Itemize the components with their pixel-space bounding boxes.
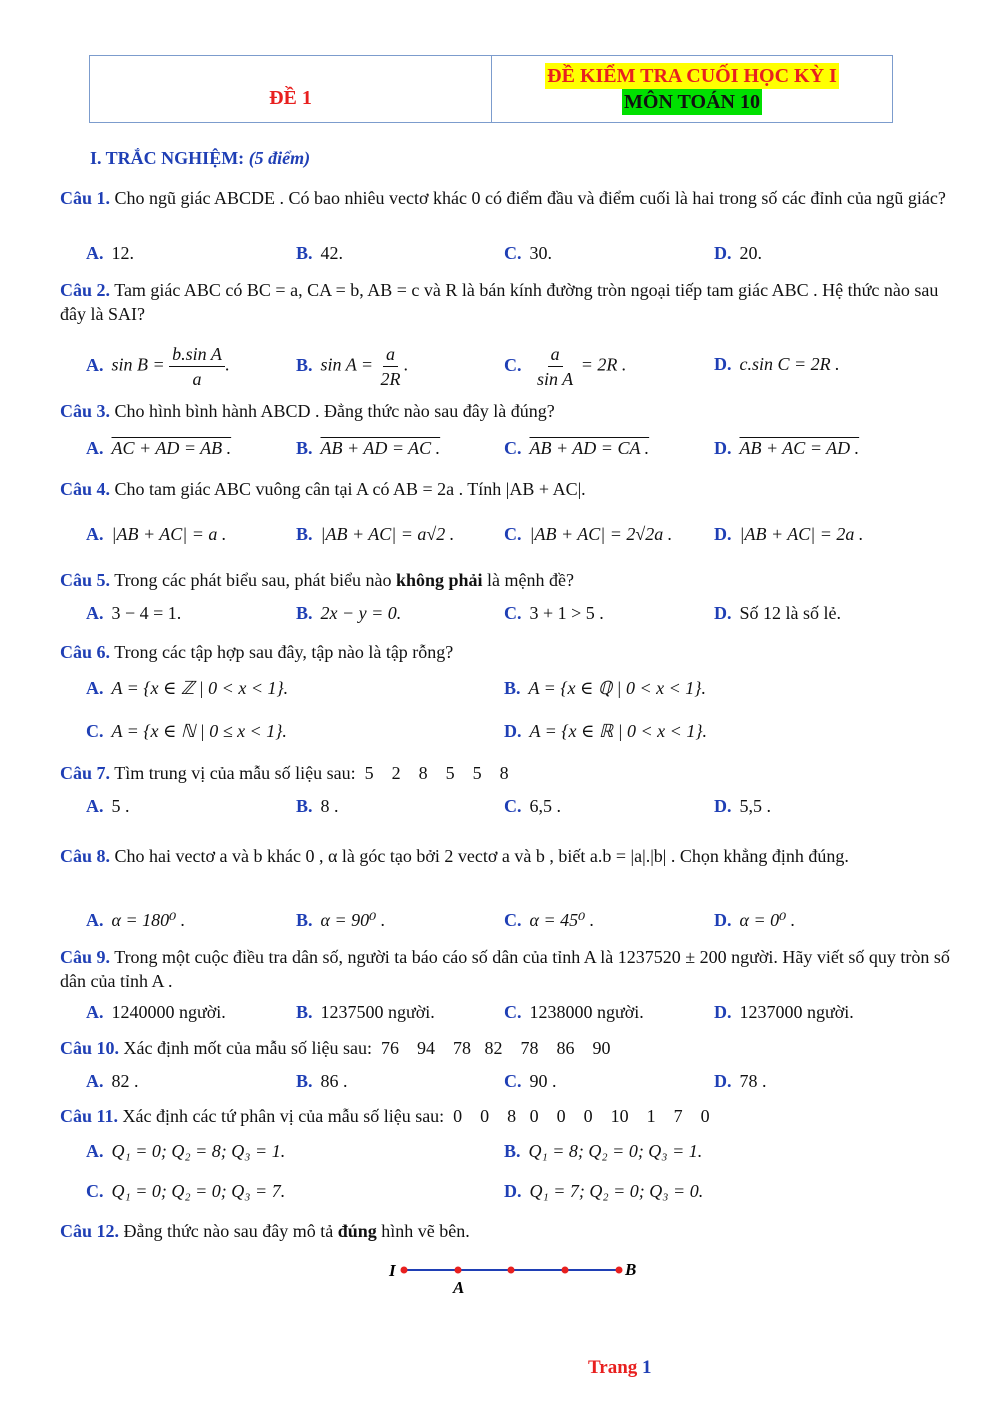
page-number: 1 [642, 1357, 652, 1378]
answers-6-ab [86, 678, 952, 704]
question-1: Câu 1. Cho ngũ giác ABCDE . Có bao nhiêu vectơ khác 0 có điểm đầu và điểm cuối là hai trong số các đỉnh của ngũ giác? [60, 188, 946, 208]
answer-option: D. |AB + AC| = 2a . [714, 524, 864, 544]
answers-7 [86, 796, 952, 822]
question-5: Câu 5. Trong các phát biểu sau, phát biểu nào không phải là mệnh đề? [60, 570, 575, 590]
answer-option: B. |AB + AC| = a√2 . [296, 524, 455, 544]
exam-title [492, 56, 892, 122]
answer-option: B. Q₁ = 8; Q₂ = 0; Q₃ = 1. [504, 1141, 703, 1161]
exam-title-line1: ĐỀ KIỂM TRA CUỐI HỌC KỲ I [547, 65, 837, 87]
question-7: Câu 7. Tìm trung vị của mẫu số liệu sau: 5 2 8 5 5 8 [60, 763, 509, 783]
answer-option: A. 82 . [86, 1071, 139, 1091]
answers-11-cd [86, 1181, 952, 1207]
question-12: Câu 12. Đẳng thức nào sau đây mô tả đúng hình vẽ bên. [60, 1221, 470, 1241]
exam-code: ĐỀ 1 [90, 56, 492, 122]
answer-option: B. 2x − y = 0. [296, 603, 402, 623]
question-text: Cho hình bình hành ABCD . Đẳng thức nào sau đây là đúng? [114, 401, 555, 421]
answer-option: B. α = 90⁰ . [296, 910, 386, 930]
point-4 [562, 1267, 569, 1274]
point-i [401, 1267, 408, 1274]
question-text: Xác định các tứ phân vị của mẫu số liệu sau: 0 0 8 0 0 0 10 1 7 0 [122, 1106, 710, 1126]
answer-option: A. 5 . [86, 796, 130, 816]
label-i: I [389, 1261, 396, 1280]
answer-option: D. 20. [714, 243, 762, 263]
question-9: Câu 9. Trong một cuộc điều tra dân số, người ta báo cáo số dân của tỉnh A là 1237520 ± 200 người. Hãy viết số quy tròn số dân của tỉnh A . [60, 947, 950, 991]
answer-option: B. 8 . [296, 796, 339, 816]
answer-option: B. sin A = $\frac{a}{2R}$ . [296, 344, 409, 389]
answer-option: D. AB + AC = AD . [714, 438, 860, 458]
question-10: Câu 10. Xác định mốt của mẫu số liệu sau: 76 94 78 82 78 86 90 [60, 1038, 611, 1058]
page-footer: Trang 1 [588, 1357, 652, 1378]
label-b: B [625, 1260, 637, 1279]
answer-option: B. 1237500 người. [296, 1002, 435, 1022]
answer-option: C. 6,5 . [504, 796, 561, 816]
section-title: I. TRẮC NGHIỆM: (5 điểm) [90, 148, 311, 168]
answer-option: C. 1238000 người. [504, 1002, 644, 1022]
question-2: Câu 2. Tam giác ABC có BC = a, CA = b, AB = c và R là bán kính đường tròn ngoại tiếp tam giác ABC . Hệ thức nào sau đây là SAI? [60, 280, 939, 324]
answer-option: A. 3 − 4 = 1. [86, 603, 182, 623]
answer-option: D. A = {x ∈ ℝ | 0 < x < 1}. [504, 721, 708, 741]
point-b [616, 1267, 623, 1274]
answer-option: D. α = 0⁰ . [714, 910, 796, 930]
answers-9 [86, 1002, 952, 1028]
answers-4 [86, 524, 952, 550]
answer-option: D. 5,5 . [714, 796, 771, 816]
question-6: Câu 6. Trong các tập hợp sau đây, tập nào là tập rỗng? [60, 642, 454, 662]
answer-option: A. 1240000 người. [86, 1002, 226, 1022]
answer-option: C. AB + AD = CA . [504, 438, 650, 458]
answers-5 [86, 603, 952, 629]
question-text: Trong các tập hợp sau đây, tập nào là tập rỗng? [114, 642, 454, 662]
header-table [89, 55, 893, 123]
question-text: Cho tam giác ABC vuông cân tại A có AB = 2a . Tính |AB + AC|. [114, 479, 586, 499]
answer-option: B. A = {x ∈ ℚ | 0 < x < 1}. [504, 678, 706, 698]
answer-option: C. 30. [504, 243, 552, 263]
question-text: Tam giác ABC có BC = a, CA = b, AB = c và R là bán kính đường tròn ngoại tiếp tam giác ABC . Hệ thức nào sau đây là SAI? [60, 280, 939, 324]
answers-1 [86, 243, 952, 269]
answer-option: A. A = {x ∈ ℤ | 0 < x < 1}. [86, 678, 289, 698]
answer-option: C. 90 . [504, 1071, 557, 1091]
answer-option: A. |AB + AC| = a . [86, 524, 227, 544]
answer-option: C. A = {x ∈ ℕ | 0 ≤ x < 1}. [86, 721, 287, 741]
answer-option: A. α = 180⁰ . [86, 910, 186, 930]
question-11: Câu 11. Xác định các tứ phân vị của mẫu số liệu sau: 0 0 8 0 0 0 10 1 7 0 [60, 1106, 710, 1126]
answers-2 [86, 342, 952, 392]
question-text: Cho ngũ giác ABCDE . Có bao nhiêu vectơ khác 0 có điểm đầu và điểm cuối là hai trong số các đỉnh của ngũ giác? [114, 188, 946, 208]
exam-subject: MÔN TOÁN 10 [624, 91, 760, 113]
question-4: Câu 4. Cho tam giác ABC vuông cân tại A có AB = 2a . Tính |AB + AC|. [60, 479, 586, 499]
answers-8 [86, 910, 952, 936]
question-text: Xác định mốt của mẫu số liệu sau: 76 94 78 82 78 86 90 [123, 1038, 611, 1058]
answer-option: A. 12. [86, 243, 134, 263]
question-text: Cho hai vectơ a và b khác 0 , α là góc tạo bởi 2 vectơ a và b , biết a.b = |a|.|b| . Chọn khẳng định đúng. [114, 846, 849, 866]
label-a: A [453, 1278, 465, 1297]
answers-3 [86, 438, 952, 464]
answer-option: B. AB + AD = AC . [296, 438, 441, 458]
answers-11-ab [86, 1141, 952, 1167]
answer-option: D. 1237000 người. [714, 1002, 854, 1022]
question-text: Tìm trung vị của mẫu số liệu sau: 5 2 8 5 5 8 [114, 763, 509, 783]
answer-option: B. 42. [296, 243, 344, 263]
answer-option: D. Q₁ = 7; Q₂ = 0; Q₃ = 0. [504, 1181, 704, 1201]
answer-option: A. sin B = $\frac{\text{b.sin A}}{a}$ . [86, 344, 230, 389]
answer-option: C. α = 45⁰ . [504, 910, 595, 930]
answer-option: C. $\frac{a}{\text{sin A}}$ = 2R . [504, 344, 627, 389]
answers-6-cd [86, 721, 952, 747]
segment-figure [380, 1255, 650, 1300]
answers-10 [86, 1071, 952, 1097]
answer-option: A. AC + AD = AB . [86, 438, 232, 458]
answer-option: D. 78 . [714, 1071, 767, 1091]
answer-option: A. Q₁ = 0; Q₂ = 8; Q₃ = 1. [86, 1141, 286, 1161]
answer-option: D. c.sin C = 2R . [714, 354, 840, 374]
answer-option: D. Số 12 là số lẻ. [714, 603, 841, 623]
answer-option: B. 86 . [296, 1071, 348, 1091]
question-8: Câu 8. Cho hai vectơ a và b khác 0 , α là góc tạo bởi 2 vectơ a và b , biết a.b = |a|.|b| . Chọn khẳng định đúng. [60, 846, 849, 866]
question-3: Câu 3. Cho hình bình hành ABCD . Đẳng thức nào sau đây là đúng? [60, 401, 555, 421]
answer-option: C. 3 + 1 > 5 . [504, 603, 604, 623]
point-3 [508, 1267, 515, 1274]
question-text: Trong một cuộc điều tra dân số, người ta báo cáo số dân của tỉnh A là 1237520 ± 200 người. Hãy viết số quy tròn số dân của tỉnh A . [60, 947, 950, 991]
point-a [455, 1267, 462, 1274]
answer-option: C. Q₁ = 0; Q₂ = 0; Q₃ = 7. [86, 1181, 286, 1201]
answer-option: C. |AB + AC| = 2√2a . [504, 524, 673, 544]
